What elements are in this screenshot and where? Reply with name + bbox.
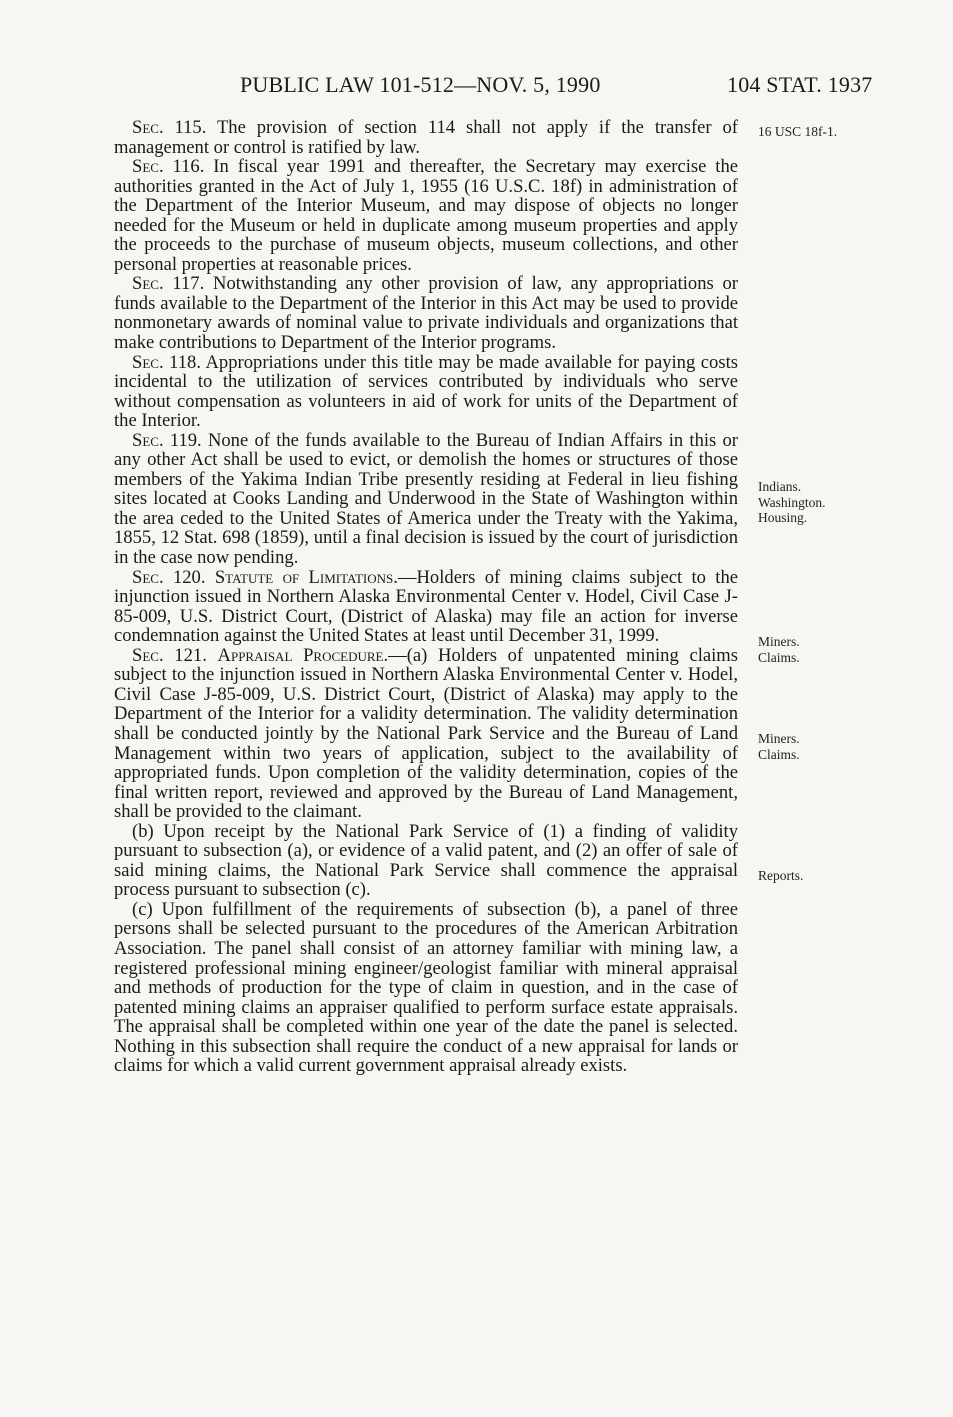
- subsection-b: (b) Upon receipt by the National Park Service of (1) a finding of validity pursuant to subsection (a), or evidence of a valid patent, and (2) an offer of sale of said mining claims, the National Park Service shall commence the appraisal process pursuant to subsection (c).: [114, 820, 738, 901]
- section-117: [114, 274, 738, 352]
- section-label: Sec.: [132, 351, 164, 373]
- subsection-c: (c) Upon fulfillment of the requirements of subsection (b), a panel of three persons shall be selected pursuant to the procedures of the American Arbitration Association. The panel shall consist of an attorney familiar with mining law, a registered professional mining engineer/geologist familiar with mineral appraisal and methods of production for the type of claim in question, and in the case of patented mining claims an appraiser qualified to perform surface estate appraisals. The appraisal shall be completed within one year of the date the panel is selected. Nothing in this subsection shall require the conduct of a new appraisal for lands or claims for which a valid current government appraisal already exists.: [114, 898, 738, 1077]
- margin-note-washington: Washington.: [758, 495, 826, 510]
- section-115: [114, 118, 738, 157]
- margin-note-reports: Reports.: [758, 868, 804, 883]
- margin-note-housing: Housing.: [758, 510, 808, 525]
- section-120: [114, 568, 738, 646]
- section-label: Sec.: [132, 429, 164, 451]
- section-text: 115. The provision of section 114 shall not apply if the transfer of management or control is ratified by law.: [114, 117, 738, 158]
- section-text: .—(a) Holders of unpatented mining claims subject to the injunction issued in Northern Alaska Environmental Center v. Hodel, Civil Case J-85-009, U.S. District Court, (District of Alaska) may apply to the Department of the Interior for a validity determination. The validity determination shall be conducted jointly by the National Park Service and the Bureau of Land Management within two years of application, subject to the availability of appropriated funds. Upon completion of the validity determination, copies of the final written report, reviewed and approved by the Bureau of Land Management, shall be provided to the claimant.: [114, 644, 738, 823]
- section-text: 118. Appropriations under this title may be made available for paying costs incidental to the utilization of services contributed by individuals who serve without compensation as volunteers in aid of work for units of the Department of the Interior.: [114, 351, 738, 432]
- section-label: Sec.: [132, 644, 164, 666]
- section-number: 120.: [163, 566, 215, 588]
- section-119: [114, 431, 738, 568]
- section-121: [114, 646, 738, 822]
- section-118: [114, 353, 738, 431]
- margin-note-usc: 16 USC 18f-1.: [758, 124, 838, 139]
- section-heading: Appraisal Procedure: [217, 644, 384, 666]
- section-label: Sec.: [132, 566, 164, 588]
- margin-note-miners: Miners.: [758, 731, 800, 746]
- margin-note-claims: Claims.: [758, 650, 800, 665]
- section-label: Sec.: [132, 273, 164, 295]
- margin-note-claims: Claims.: [758, 747, 800, 762]
- section-label: Sec.: [132, 156, 164, 178]
- running-header-law: PUBLIC LAW 101-512—NOV. 5, 1990: [240, 72, 601, 97]
- section-number: 121.: [163, 644, 218, 666]
- margin-note-miners: Miners.: [758, 634, 800, 649]
- section-heading: Statute of Limitations: [214, 566, 394, 588]
- section-text: 117. Notwithstanding any other provision of law, any appropriations or funds available to the Department of the Interior in this Act may be used to provide nonmonetary awards of nominal value to private individuals and organizations that make contributions to Department of the Interior programs.: [114, 273, 738, 354]
- running-header-stat: 104 STAT. 1937: [727, 72, 873, 97]
- section-label: Sec.: [132, 117, 164, 138]
- body-text: [114, 118, 738, 1076]
- section-text: 116. In fiscal year 1991 and thereafter, the Secretary may exercise the authorities granted in the Act of July 1, 1955 (16 U.S.C. 18f) in administration of the Department of the Interior Museum, and may dispose of objects no longer needed for the Museum or held in duplicate among museum properties and apply the proceeds to the purchase of museum objects, museum collections, and other personal properties at reasonable prices.: [114, 156, 738, 275]
- margin-note-indians: Indians.: [758, 479, 802, 494]
- section-text: 119. None of the funds available to the Bureau of Indian Affairs in this or any other Act shall be used to evict, or demolish the homes or structures of those members of the Yakima Indian Tribe presently residing at Federal in lieu fishing sites located at Cooks Landing and Underwood in the State of Washington within the area ceded to the United States of America under the Treaty with the Yakima, 1855, 12 Stat. 698 (1859), until a final decision is issued by the court of jurisdiction in the case now pending.: [114, 429, 738, 569]
- section-116: [114, 157, 738, 274]
- section-text: .—Holders of mining claims subject to the injunction issued in Northern Alaska Environmental Center v. Hodel, Civil Case J-85-009, U.S. District Court, (District of Alaska) may file an action for inverse condemnation against the United States at least until December 31, 1999.: [114, 566, 739, 647]
